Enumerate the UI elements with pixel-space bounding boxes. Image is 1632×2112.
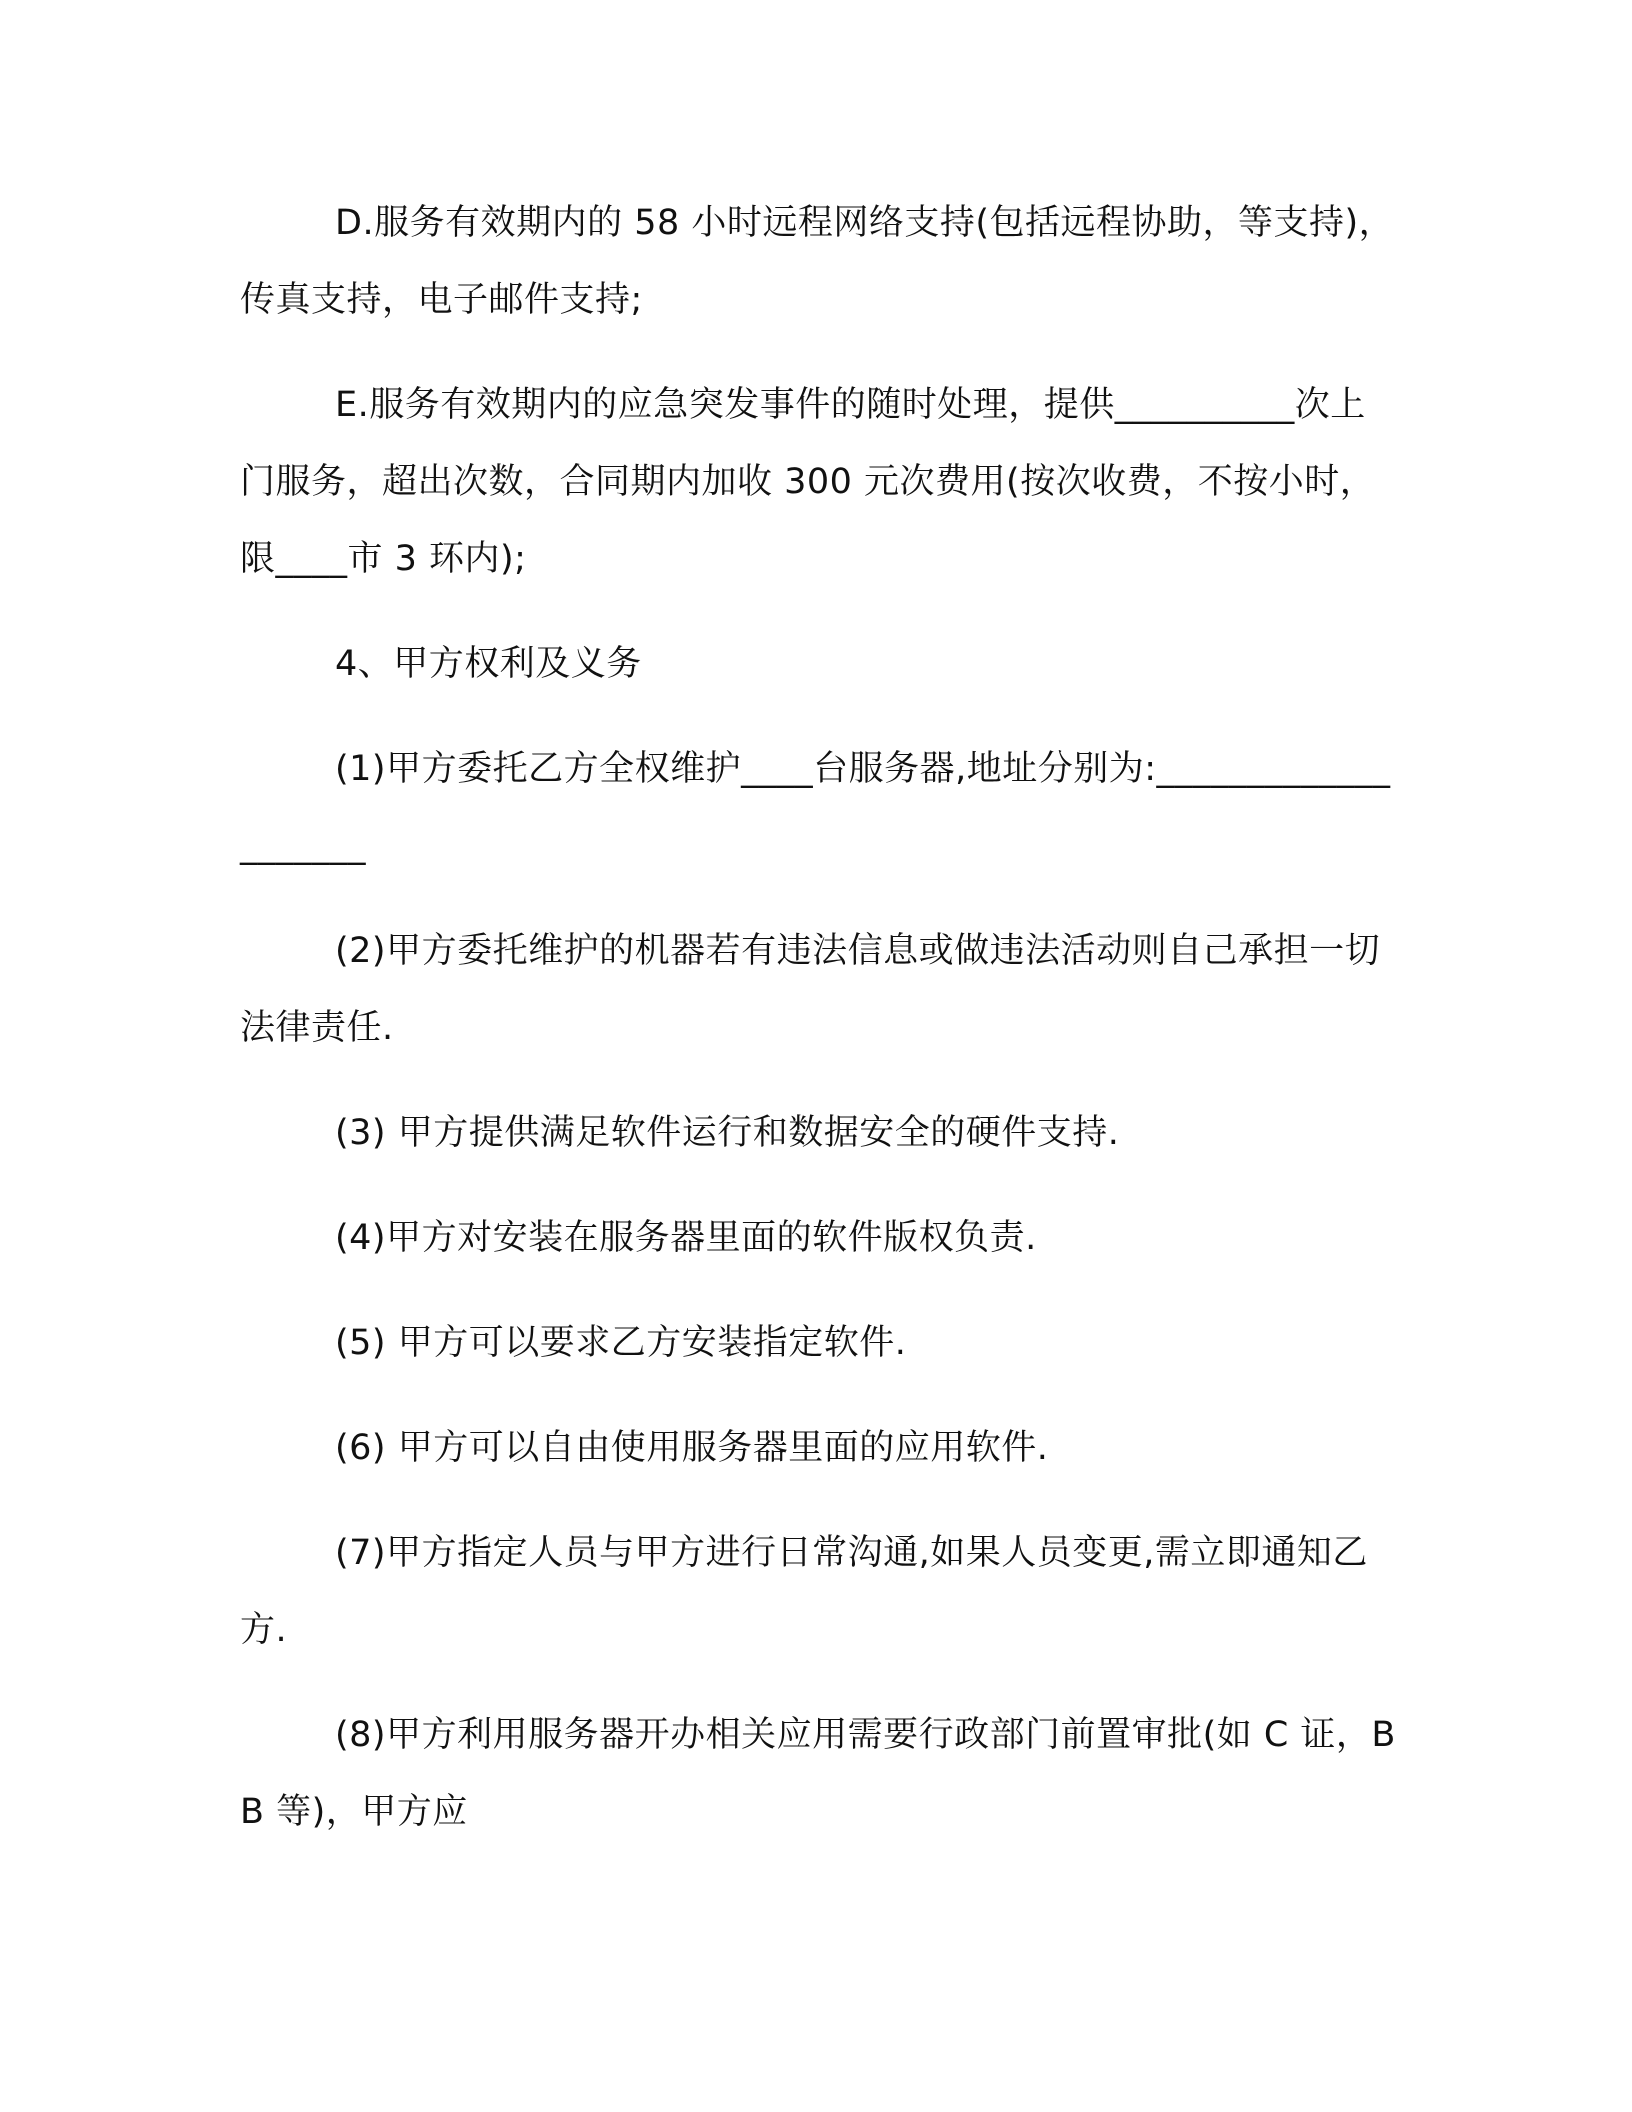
clause-6-use-applications: (6) 甲方可以自由使用服务器里面的应用软件. xyxy=(335,1428,1049,1468)
clause-8-administrative-approval: (8)甲方利用服务器开办相关应用需要行政部门前置审批(如 C 证，BB 等)，甲方应 xyxy=(240,1715,1396,1832)
paragraph-e-emergency-service: E.服务有效期内的应急突发事件的随时处理，提供__________次上门服务，超出次数，合同期内加收 300 元次费用(按次收费，不按小时，限____市 3 环内); xyxy=(240,385,1376,579)
clause-3-hardware-support: (3) 甲方提供满足软件运行和数据安全的硬件支持. xyxy=(335,1113,1120,1153)
clause-7-contact-person: (7)甲方指定人员与甲方进行日常沟通,如果人员变更,需立即通知乙方. xyxy=(240,1533,1368,1650)
section-heading-party-a-rights: 4、甲方权利及义务 xyxy=(335,644,642,684)
clause-5-install-software: (5) 甲方可以要求乙方安装指定软件. xyxy=(335,1323,907,1363)
clause-1-server-maintenance: (1)甲方委托乙方全权维护____台服务器,地址分别为:____________________ xyxy=(240,749,1391,866)
paragraph-d-remote-support: D.服务有效期内的 58 小时远程网络支持(包括远程协助，等支持)，传真支持，电子邮件支持; xyxy=(240,203,1395,320)
document-body xyxy=(240,185,1400,1879)
clause-2-legal-responsibility: (2)甲方委托维护的机器若有违法信息或做违法活动则自己承担一切法律责任. xyxy=(240,931,1381,1048)
clause-4-software-copyright: (4)甲方对安装在服务器里面的软件版权负责. xyxy=(335,1218,1037,1258)
